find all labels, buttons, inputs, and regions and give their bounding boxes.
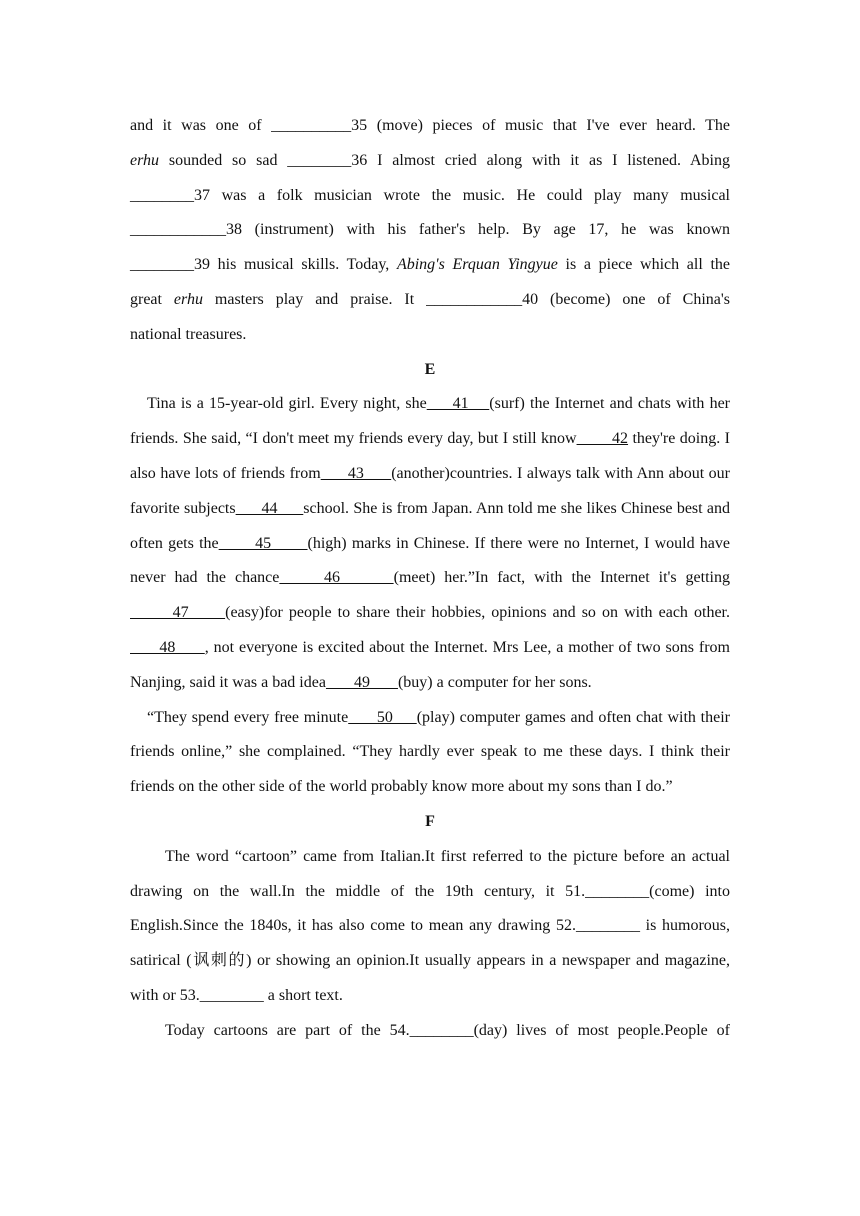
blank-49[interactable]: 49 bbox=[325, 673, 398, 691]
section-e-paragraph-1: Tina is a 15-year-old girl. Every night, she 41 (surf) the Internet and chats with her friends. She said, “I don't meet my friends every day, but I still know 42 they're doing. I also have lots of friends from 43 (another)countries. I always talk with Ann about our favorite subjects 44 school. She is from Japan. Ann told me she likes Chinese best and often gets the 45 (high) marks in Chinese. If there were no Internet, I would have never had the chance 46 (meet) her.”In fact, with the Internet it's getting 47 (easy)for people to share their hobbies, opinions and so on with each other. 48 , not everyone is excited about the Internet. Mrs Lee, a mother of two sons from Nanjing, said it was a bad idea 49 (buy) a computer for her sons. bbox=[130, 395, 731, 691]
passage-line: and it was one of __________35 (move) pieces of music that I've ever heard. The bbox=[130, 117, 730, 134]
blank-43[interactable]: 43 bbox=[320, 464, 392, 482]
passage-line: ________39 his musical skills. Today, Abing's Erquan Yingyue is a piece which all the bbox=[130, 256, 730, 274]
section-f-paragraph-1: The word “cartoon” came from Italian.It first referred to the picture before an actual drawing on the wall.In the middle of the 19th century, it 51.________(come) into English.Since the 1840s, it has also come to mean any drawing 52.________ is humorous, satirical (讽刺的) or showing an opinion.It usually appears in a newspaper and magazine, with or 53.________ a short text. bbox=[130, 847, 730, 1004]
section-f-paragraph-2: Today cartoons are part of the 54.________(day) lives of most people.People of bbox=[165, 1021, 730, 1039]
section-heading-e: E bbox=[424, 360, 436, 378]
blank-50[interactable]: 50 bbox=[348, 708, 417, 726]
passage-line: great erhu masters play and praise. It ____________40 (become) one of China's bbox=[130, 290, 730, 308]
blank-45[interactable]: 45 bbox=[218, 534, 308, 552]
blank-48[interactable]: 48 bbox=[130, 638, 205, 656]
document-content bbox=[130, 109, 730, 1049]
erhu-italic: erhu bbox=[130, 151, 160, 169]
passage-line: erhu sounded so sad ________36 I almost cried along with it as I listened. Abing bbox=[130, 151, 731, 169]
blank-41[interactable]: 41 bbox=[426, 395, 490, 413]
music-title: Abing's Erquan Yingyue bbox=[396, 256, 558, 274]
section-d-passage bbox=[130, 109, 730, 353]
blank-44[interactable]: 44 bbox=[235, 499, 304, 517]
section-e-paragraph-2: “They spend every free minute 50 (play) computer games and often chat with their friends online,” she complained. “They hardly ever speak to me these days. I think their friends on the other side of the world probably know more about my sons than I do.” bbox=[130, 708, 730, 796]
blank-46[interactable]: 46 bbox=[279, 569, 394, 587]
section-heading-f: F bbox=[425, 812, 435, 830]
blank-42[interactable]: 42 bbox=[576, 430, 629, 448]
passage-line: national treasures. bbox=[130, 325, 247, 343]
erhu-italic: erhu bbox=[173, 290, 203, 308]
passage-line: ________37 was a folk musician wrote the music. He could play many musical bbox=[130, 186, 730, 204]
blank-47[interactable]: 47 bbox=[130, 604, 226, 622]
passage-line: ____________38 (instrument) with his father's help. By age 17, he was known bbox=[130, 221, 730, 239]
